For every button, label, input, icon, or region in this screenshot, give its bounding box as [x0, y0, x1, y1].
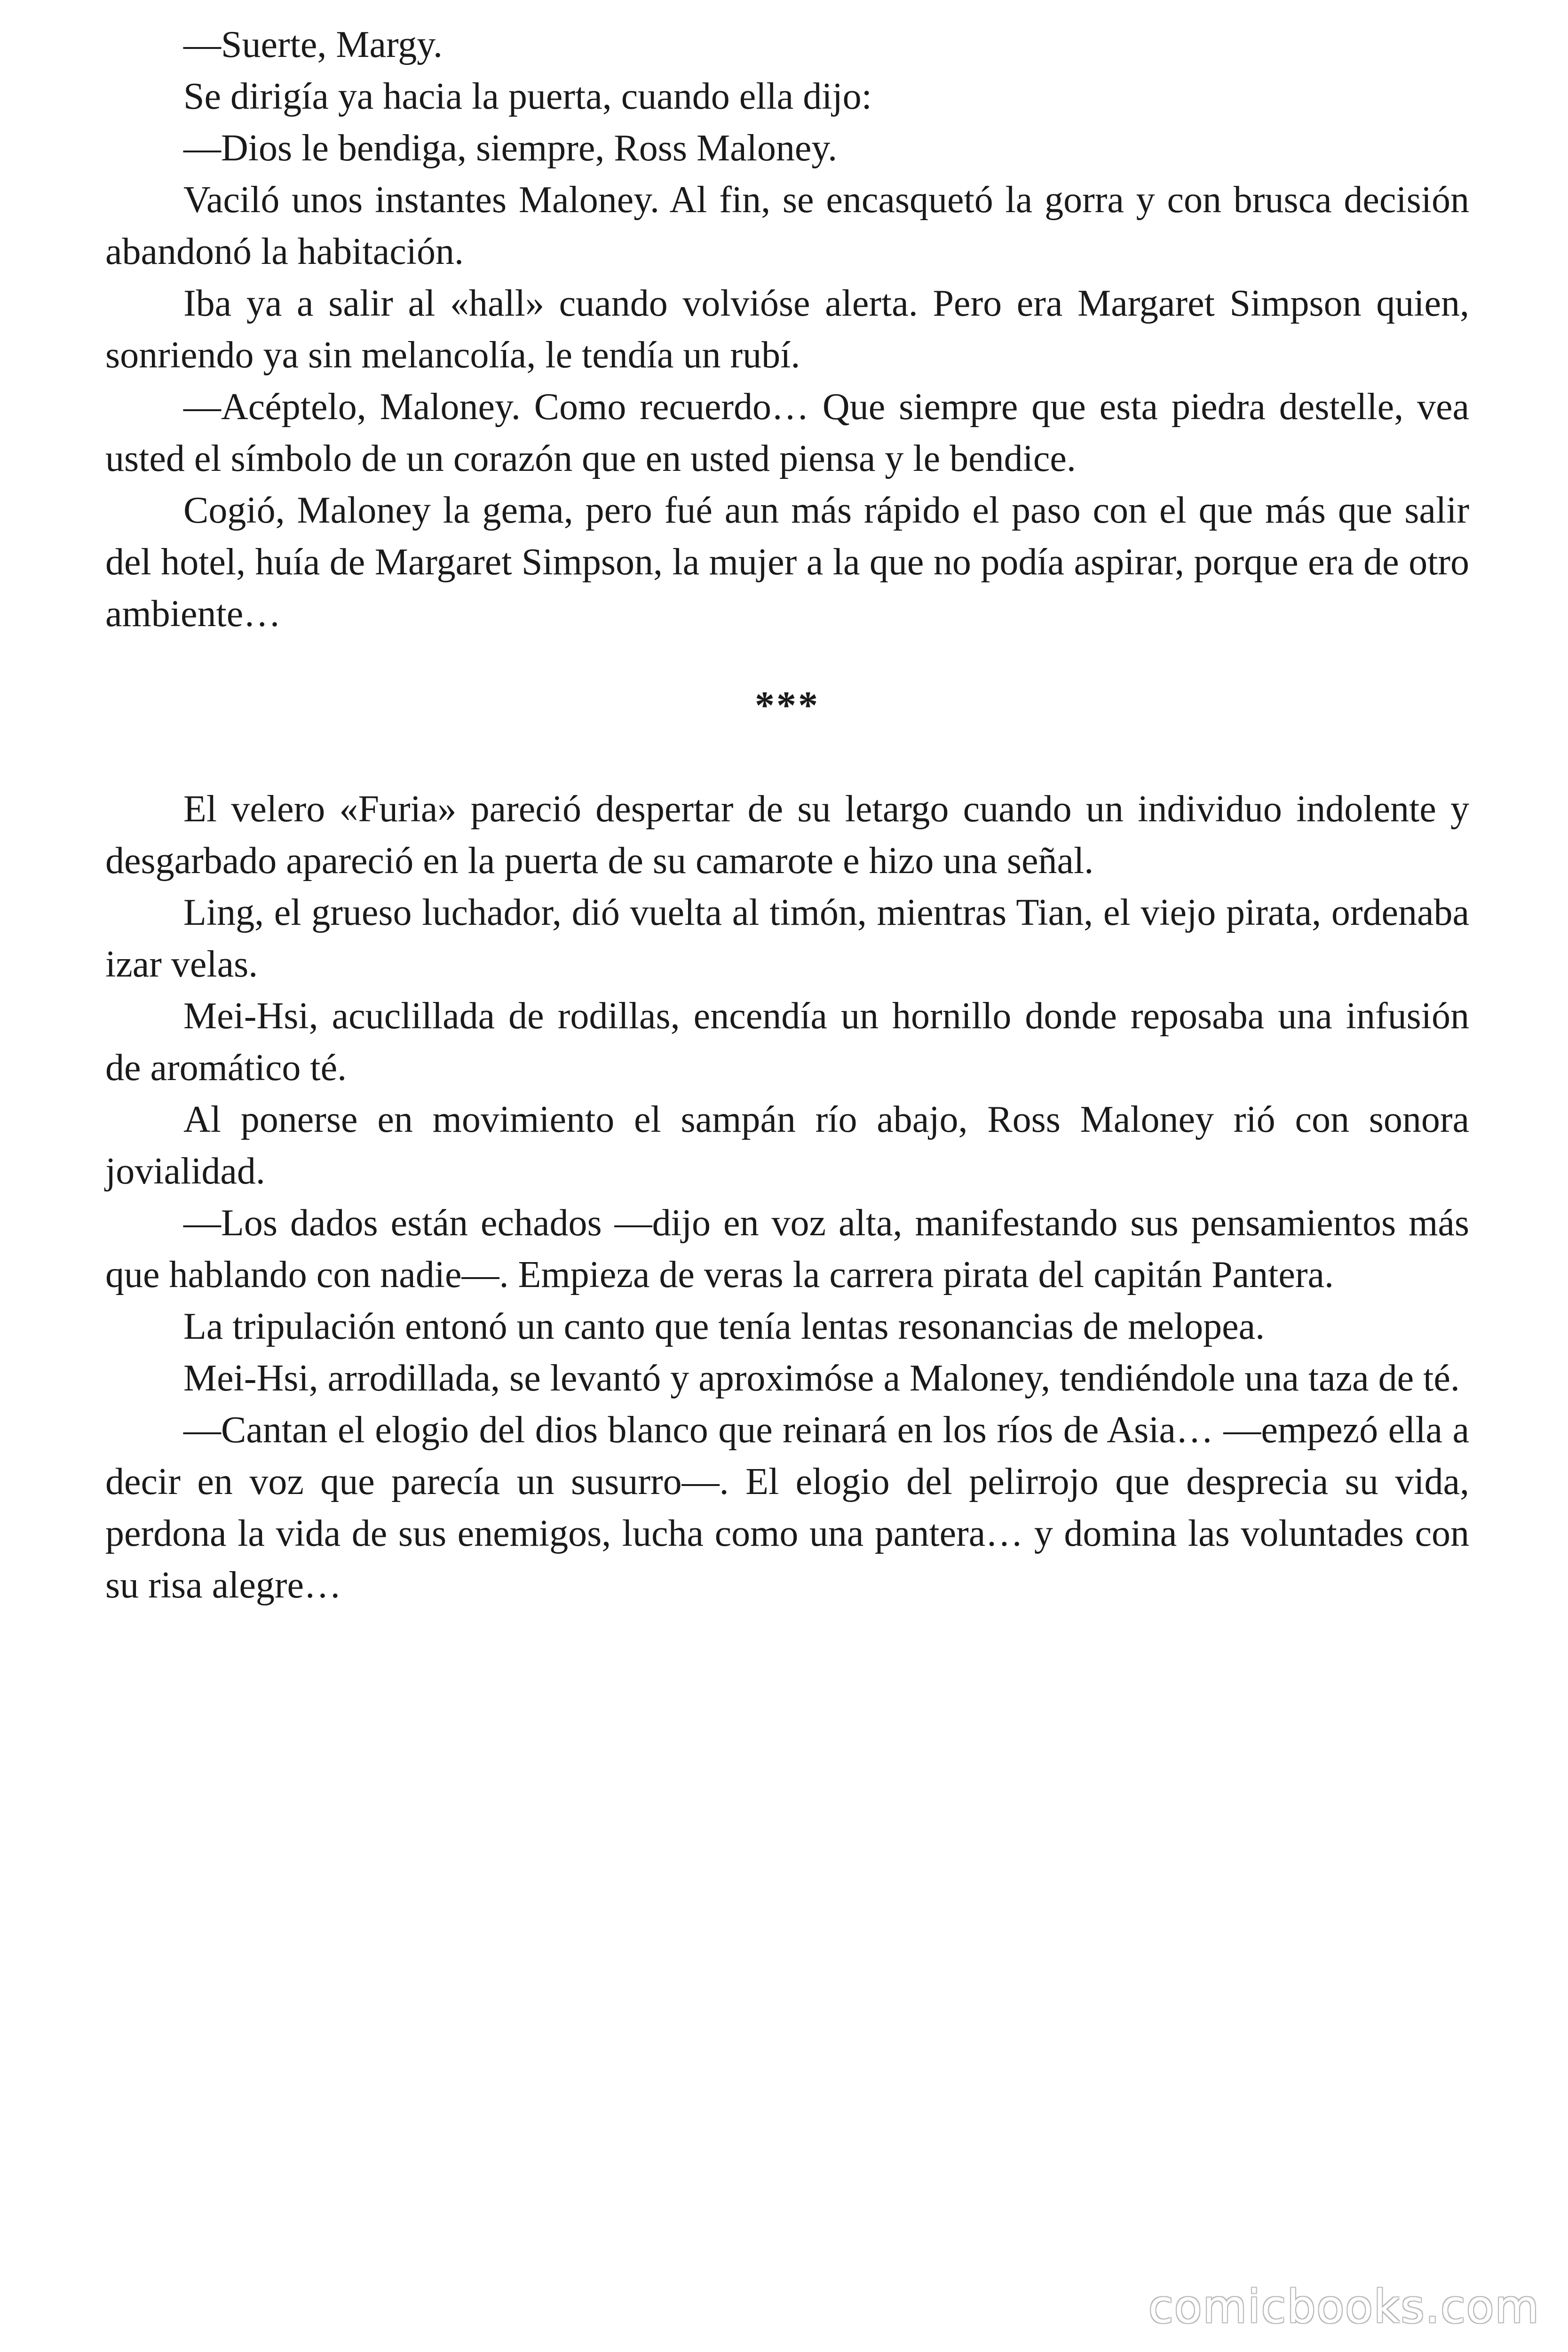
paragraph: —Dios le bendiga, siempre, Ross Maloney. — [183, 127, 838, 169]
paragraph: Al ponerse en movimiento el sampán río abajo, Ross Maloney rió con sonora jovialidad. — [105, 1099, 1469, 1192]
watermark: comicbooks.com — [1148, 2280, 1540, 2333]
paragraph: —Los dados están echados —dijo en voz alta, manifestando sus pensamientos más que hablando con nadie—. Empieza de veras la carrera pirata del capitán Pantera. — [105, 1202, 1469, 1295]
paragraph: Se dirigía ya hacia la puerta, cuando ella dijo: — [183, 76, 872, 117]
section-separator: *** — [755, 683, 820, 727]
paragraph: La tripulación entonó un canto que tenía lentas resonancias de melopea. — [183, 1306, 1265, 1347]
page-body — [105, 19, 1469, 1611]
paragraph: —Acéptelo, Maloney. Como recuerdo… Que siempre que esta piedra destelle, vea usted el símbolo de un corazón que en usted piensa y le bendice. — [105, 386, 1469, 479]
paragraph: —Cantan el elogio del dios blanco que reinará en los ríos de Asia… —empezó ella a decir en voz que parecía un susurro—. El elogio del pelirrojo que desprecia su vida, perdona la vida de sus enemigos, lucha como una pantera… y domina las voluntades con su risa alegre… — [105, 1409, 1469, 1606]
paragraph: —Suerte, Margy. — [183, 24, 443, 65]
paragraph: El velero «Furia» pareció despertar de su letargo cuando un individuo indolente y desgarbado apareció en la puerta de su camarote e hizo una señal. — [105, 788, 1469, 882]
paragraph: Ling, el grueso luchador, dió vuelta al timón, mientras Tian, el viejo pirata, ordenaba izar velas. — [105, 892, 1469, 985]
paragraph: Iba ya a salir al «hall» cuando volvióse alerta. Pero era Margaret Simpson quien, sonriendo ya sin melancolía, le tendía un rubí. — [105, 283, 1469, 376]
section-after-break — [105, 783, 1469, 1611]
paragraph: Mei-Hsi, arrodillada, se levantó y aproximóse a Maloney, tendiéndole una taza de té. — [183, 1358, 1460, 1399]
section-before-break — [105, 19, 1469, 640]
paragraph: Cogió, Maloney la gema, pero fué aun más rápido el paso con el que más que salir del hotel, huía de Margaret Simpson, la mujer a la que no podía aspirar, porque era de otro ambiente… — [105, 490, 1469, 635]
paragraph: Vaciló unos instantes Maloney. Al fin, se encasquetó la gorra y con brusca decisión abandonó la habitación. — [105, 179, 1469, 272]
paragraph: Mei-Hsi, acuclillada de rodillas, encendía un hornillo donde reposaba una infusión de aromático té. — [105, 995, 1469, 1089]
